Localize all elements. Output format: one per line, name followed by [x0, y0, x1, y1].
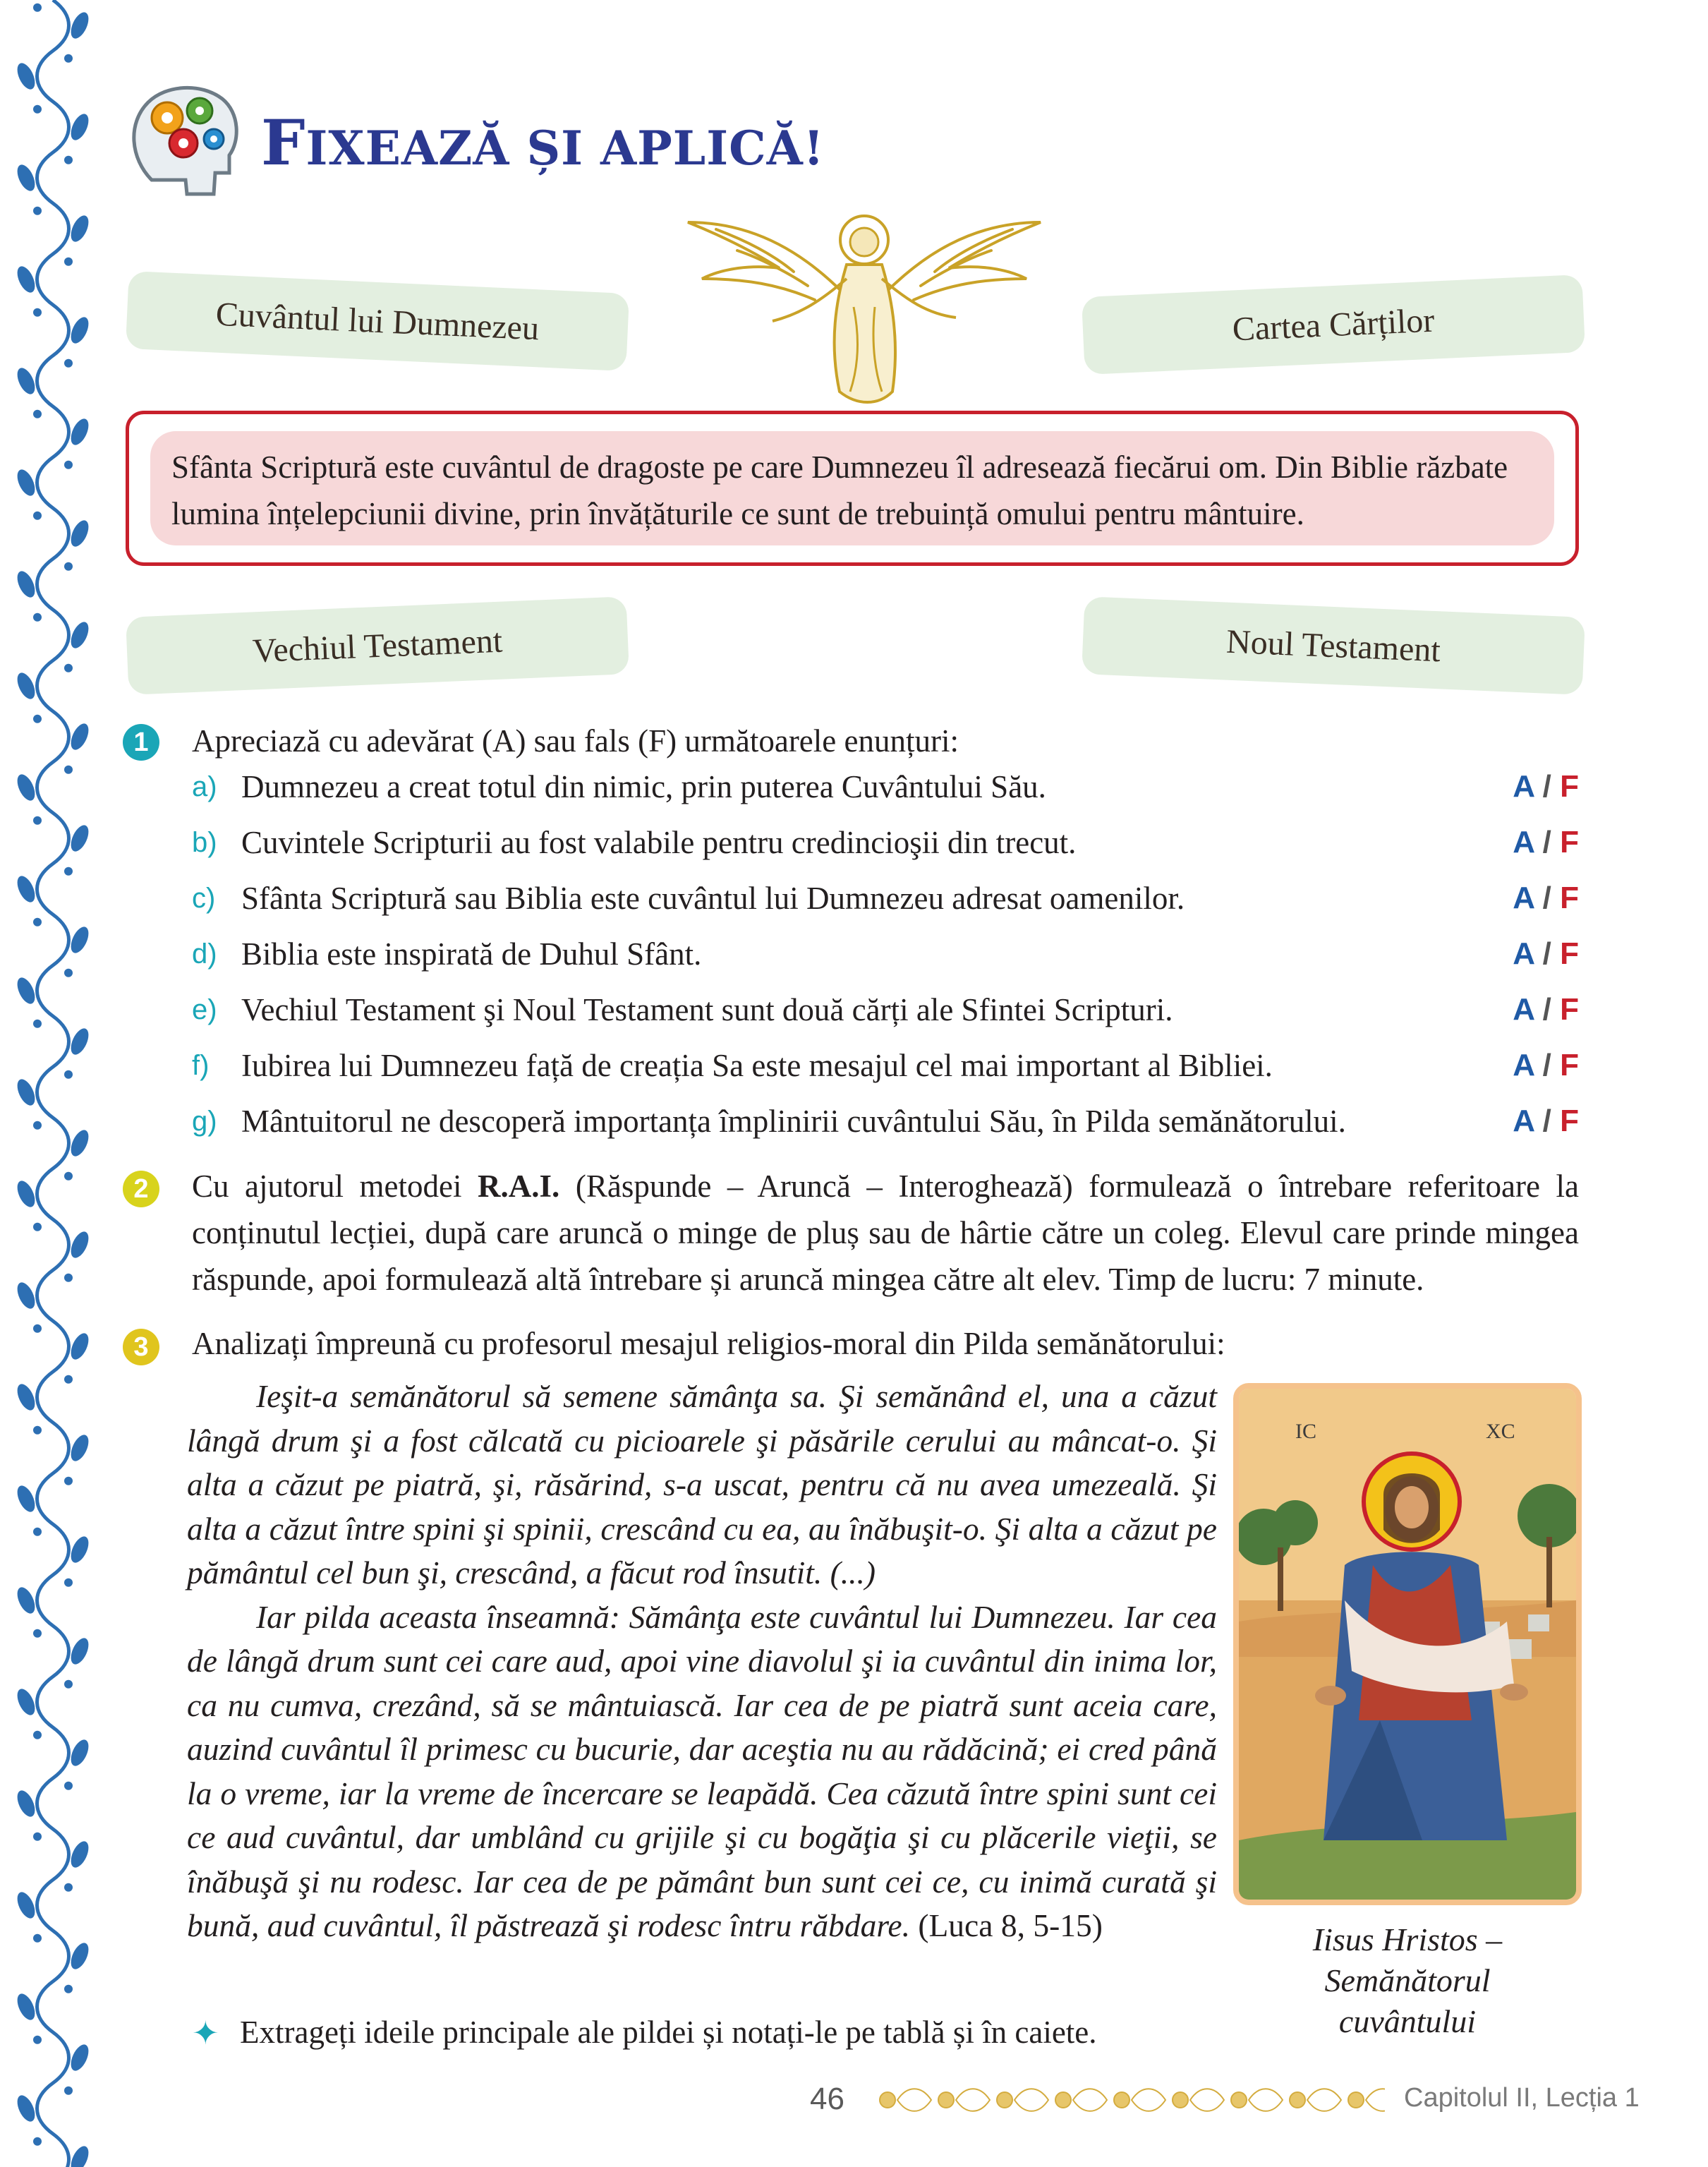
vine-dot: [64, 1985, 73, 1993]
icon-letters-left: IC: [1295, 1420, 1316, 1443]
vine-dot: [64, 969, 73, 977]
vine-leaf: [67, 111, 92, 143]
icon-sower-image: [1233, 1383, 1582, 1905]
definition-box: [126, 411, 1579, 566]
ornament-flower: [1290, 2092, 1305, 2108]
vine-dot: [33, 918, 42, 926]
answer-choice[interactable]: A / F: [1513, 1048, 1579, 1082]
brain-gears-icon: [123, 74, 243, 205]
ornament-flower: [880, 2092, 895, 2108]
ornament-scroll: [1132, 2089, 1165, 2111]
ornament-flower: [1348, 2092, 1364, 2108]
item-letter: b): [192, 827, 217, 858]
vine-leaf: [13, 772, 38, 804]
item-statement: Iubirea lui Dumnezeu față de creația Sa este mesajul cel mai important al Bibliei.: [241, 1048, 1273, 1083]
vine-dot: [64, 1883, 73, 1892]
vine-leaf: [13, 1585, 38, 1617]
vine-dot: [64, 1274, 73, 1282]
item-statement: Mântuitorul ne descoperă importanța împlinirii cuvântului Său, în Pilda semănătorului.: [241, 1104, 1346, 1139]
vine-dot: [33, 1629, 42, 1638]
page-title: [261, 106, 825, 179]
vine-dot: [33, 816, 42, 825]
item-statement: Biblia este inspirată de Duhul Sfânt.: [241, 936, 702, 972]
ornament-scroll: [1190, 2089, 1224, 2111]
exercise-3-instruction: Analizați împreună cu profesorul mesajul religios-moral din Pilda semănătorului:: [192, 1326, 1225, 1361]
exercise-2-number: 2: [123, 1171, 159, 1207]
vine-leaf: [67, 10, 92, 42]
vine-dot: [64, 1375, 73, 1384]
vine-leaf: [67, 518, 92, 550]
vine-dot: [64, 461, 73, 469]
vine-dot: [64, 867, 73, 876]
vine-dot: [64, 562, 73, 571]
vine-leaf: [67, 823, 92, 855]
vine-dot: [33, 1223, 42, 1231]
item-letter: f): [192, 1050, 210, 1081]
tag-label: Cuvântul lui Dumnezeu: [214, 295, 540, 347]
footer-ornament: [859, 2077, 1385, 2123]
vine-dot: [33, 410, 42, 418]
vine-leaf: [13, 1178, 38, 1210]
vine-dot: [64, 359, 73, 368]
vine-dot: [33, 1426, 42, 1435]
vine-dot: [33, 105, 42, 114]
true-false-item: [192, 982, 1579, 1037]
vine-leaf: [67, 1026, 92, 1058]
vine-dot: [33, 715, 42, 723]
chapter-label: Capitolul II, Lecția 1: [1404, 2083, 1640, 2113]
vine-dot: [64, 156, 73, 164]
vine-dot: [64, 664, 73, 672]
image-caption: Iisus Hristos – Semănătorul cuvântului: [1312, 1921, 1503, 2039]
answer-choice[interactable]: A / F: [1513, 881, 1579, 915]
vine-leaf: [67, 416, 92, 448]
vine-dot: [33, 1324, 42, 1333]
exercise-1-number: 1: [123, 724, 159, 761]
ornament-flower: [1055, 2092, 1071, 2108]
vine-leaf: [13, 569, 38, 600]
true-false-item: [192, 871, 1579, 926]
vine-leaf: [13, 1483, 38, 1515]
vine-dot: [64, 258, 73, 266]
ornament-scroll: [1366, 2089, 1385, 2111]
tag-label: Noul Testament: [1225, 622, 1441, 669]
vine-dot: [64, 1680, 73, 1689]
vine-leaf: [67, 1839, 92, 1871]
vine-dot: [33, 207, 42, 215]
tag-cuvantul-lui-dumnezeu: [126, 271, 629, 371]
vine-leaf: [67, 1636, 92, 1667]
vine-leaf: [67, 213, 92, 245]
item-statement: Cuvintele Scripturii au fost valabile pentru credincioşii din trecut.: [241, 825, 1077, 860]
method-name: R.A.I.: [478, 1169, 560, 1204]
true-false-item: [192, 926, 1579, 982]
title-rest: IXEAZĂ ȘI APLICĂ!: [305, 121, 825, 176]
vine-leaf: [13, 1788, 38, 1820]
vine-leaf: [67, 721, 92, 753]
exercise-2-text: Cu ajutorul metodei R.A.I. (Răspunde – Aruncă – Interoghează) formulează o întrebare referitoare la conținutul lecției, după care aruncă o minge de pluș sau de hârtie către un coleg. Elevul care prinde mingea răspunde, apoi formulează altă întrebare și aruncă mingea către alt elev. Timp de lucru: 7 minute.: [192, 1169, 1579, 1297]
item-letter: c): [192, 883, 216, 914]
vine-leaf: [67, 1229, 92, 1261]
page-number: 46: [810, 2082, 844, 2116]
vine-leaf: [13, 162, 38, 194]
true-false-item: [192, 815, 1579, 870]
vine-leaf: [13, 1382, 38, 1413]
true-false-item: [192, 759, 1579, 814]
definition-text: Sfânta Scriptură este cuvântul de dragoste pe care Dumnezeu îl adresează fiecărui om. Din Biblie răzbate lumina înțelepciunii divine, prin învățăturile ce sunt de trebuință omului pentru mântuire.: [150, 431, 1554, 545]
vine-leaf: [67, 1331, 92, 1363]
angel-illustration: [674, 201, 1055, 413]
vine-dot: [33, 2137, 42, 2146]
true-false-item: [192, 1038, 1579, 1093]
parable-paragraph-1: Ieşit-a semănătorul să semene sămânţa sa. Şi semănând el, una a căzut lângă drum şi a fost călcată cu picioarele şi păsările cerului au mâncat-o. Şi alta a căzut pe piatră, şi, răsărind, s-a uscat, pentru că nu avea umezeală. Şi alta a căzut între spini şi spinii, crescând cu ea, au înăbuşit-o. Şi alta a căzut pe pământul cel bun şi, crescând, a făcut rod însutit. (...): [187, 1378, 1217, 1590]
vine-dot: [33, 2036, 42, 2044]
vine-dot: [64, 766, 73, 774]
ornament-flower: [938, 2092, 954, 2108]
vine-dot: [33, 1731, 42, 1739]
answer-choice[interactable]: A / F: [1513, 936, 1579, 971]
vine-dot: [33, 1528, 42, 1536]
answer-choice[interactable]: A / F: [1513, 992, 1579, 1027]
vine-leaf: [13, 874, 38, 905]
vine-leaf: [67, 924, 92, 956]
vine-leaf: [13, 1991, 38, 2023]
vine-dot: [33, 1121, 42, 1130]
vine-leaf: [67, 1940, 92, 1972]
ornament-flower: [1173, 2092, 1188, 2108]
vine-leaf: [13, 61, 38, 92]
vine-leaf: [13, 1890, 38, 1921]
task-text: Extrageți ideile principale ale pildei și notați-le pe tablă și în caiete.: [240, 2015, 1097, 2050]
parable-paragraph-2: Iar pilda aceasta înseamnă: Sămânţa este cuvântul lui Dumnezeu. Iar cea de lângă drum sunt cei care aud, apoi vine diavolul şi ia cuvântul din inima lor, ca nu cumva, crezând, să se mântuiască. Iar cea de pe piatră sunt aceia care, auzind cuvântul îl primesc cu bucurie, dar aceştia nu au rădăcină; ei cred până la o vreme, iar la vreme de încercare se leapădă. Cea căzută între spini sunt cei ce aud cuvântul, dar umblând cu grijile şi cu bogăţia şi cu plăcerile vieţii, se înăbuşă şi nu rodesc. Iar cea de pe pământ bun sunt cei ce, cu inimă curată şi bună, aud cuvântul, îl păstrează şi rodesc întru răbdare. (Luca 8, 5-15): [187, 1598, 1217, 1943]
vine-dot: [64, 54, 73, 63]
ornament-scroll: [1073, 2089, 1107, 2111]
item-statement: Vechiul Testament şi Noul Testament sunt două cărți ale Sfintei Scripturi.: [241, 992, 1173, 1027]
ornament-scroll: [1307, 2089, 1341, 2111]
item-letter: a): [192, 771, 217, 802]
item-letter: e): [192, 994, 217, 1025]
item-letter: g): [192, 1106, 217, 1137]
vine-leaf: [67, 315, 92, 346]
vine-leaf: [67, 1432, 92, 1464]
vine-leaf: [13, 1077, 38, 1109]
vine-leaf: [13, 2093, 38, 2125]
vine-dot: [64, 1782, 73, 1790]
vine-leaf: [13, 670, 38, 702]
vine-leaf: [67, 2042, 92, 2074]
vine-dot: [33, 1833, 42, 1841]
vine-leaf: [67, 1128, 92, 1159]
vine-dot: [64, 1477, 73, 1485]
ornament-scroll: [1249, 2089, 1283, 2111]
tag-noul-testament: [1082, 596, 1585, 695]
vine-leaf: [13, 975, 38, 1007]
item-statement: Sfânta Scriptură sau Biblia este cuvântul lui Dumnezeu adresat oamenilor.: [241, 881, 1185, 916]
item-statement: Dumnezeu a creat totul din nimic, prin puterea Cuvântului Său.: [241, 769, 1046, 804]
vine-leaf: [13, 1686, 38, 1718]
vine-dot: [64, 1172, 73, 1181]
vine-leaf: [67, 1534, 92, 1566]
exercise-3-number: 3: [123, 1329, 159, 1365]
answer-choice[interactable]: A / F: [1513, 1104, 1579, 1138]
tag-cartea-cartilor: [1082, 274, 1585, 375]
tag-label: Cartea Cărților: [1231, 301, 1436, 348]
vine-leaf: [67, 1737, 92, 1769]
parable-text: [187, 1375, 1217, 1948]
item-letter: d): [192, 938, 217, 970]
true-false-item: [192, 1094, 1579, 1149]
title-first-letter: F: [261, 106, 306, 179]
ornament-flower: [1231, 2092, 1247, 2108]
vine-leaf: [67, 620, 92, 651]
icon-letters-right: XC: [1486, 1420, 1515, 1443]
vine-leaf: [13, 264, 38, 296]
vine-leaf: [13, 366, 38, 397]
vine-dot: [64, 1579, 73, 1587]
star-bullet-icon: ✦: [192, 2015, 219, 2051]
vine-dot: [33, 613, 42, 622]
ornament-scroll: [1014, 2089, 1048, 2111]
vine-leaf: [13, 1280, 38, 1312]
vine-dot: [64, 2087, 73, 2095]
vine-leaf: [13, 467, 38, 499]
ornament-scroll: [897, 2089, 931, 2111]
answer-choice[interactable]: A / F: [1513, 769, 1579, 804]
vine-dot: [33, 1934, 42, 1943]
answer-choice[interactable]: A / F: [1513, 825, 1579, 859]
vine-dot: [33, 1020, 42, 1028]
vine-leaf: [67, 2144, 92, 2167]
exercise-1-instruction: Apreciază cu adevărat (A) sau fals (F) următoarele enunțuri:: [192, 723, 959, 759]
vine-dot: [33, 308, 42, 317]
decorative-left-border: [0, 0, 106, 2167]
ornament-flower: [1114, 2092, 1129, 2108]
tag-vechiul-testament: [126, 596, 629, 695]
vine-dot: [33, 512, 42, 520]
vine-dot: [64, 1070, 73, 1079]
bible-reference: (Luca 8, 5-15): [918, 1907, 1103, 1943]
tag-label: Vechiul Testament: [251, 622, 504, 670]
ornament-scroll: [956, 2089, 990, 2111]
vine-dot: [33, 4, 42, 12]
ornament-flower: [997, 2092, 1012, 2108]
